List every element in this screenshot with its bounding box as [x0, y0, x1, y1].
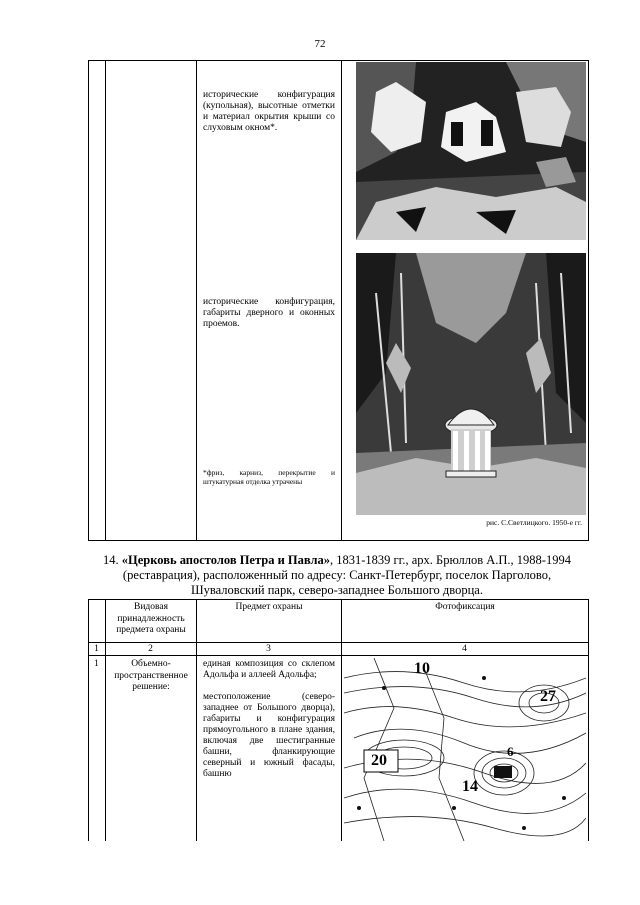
top-footnote: *фриз, карниз, перекрытие и штукатурная отделка утрачены [203, 468, 335, 486]
page-number: 72 [314, 38, 326, 50]
object-heading [96, 553, 578, 598]
row-subject-p1: единая композиция со склепом Адольфа и аллеей Адольфа; [203, 659, 335, 680]
col-number-2: 2 [148, 644, 153, 654]
map-label-20: 20 [371, 752, 387, 769]
col-number-3: 3 [266, 644, 271, 654]
object-name: «Церковь апостолов Петра и Павла» [121, 553, 330, 567]
photo-rotunda-drawing [356, 253, 586, 515]
photo-caption: рис. С.Светлицкого. 1950-е гг. [486, 518, 582, 527]
map-label-27: 27 [540, 688, 556, 705]
photo-rotunda-ruin [356, 62, 586, 240]
row-subject [203, 659, 335, 780]
map-label-14: 14 [462, 778, 478, 795]
row-subject-p2: местоположение (северо-западнее от Большого дворца), габариты и конфигурация прямоугольного в плане здания, включая две шестигранные башни, фланкирующие северный и южный фасады, башню [203, 692, 335, 779]
object-description: , 1831-1839 гг., арх. Брюллов А.П., 1988-1994 (реставрация), расположенный по адресу: Санкт-Петербург, поселок Парголово, Шуваловский парк, северо-западнее Большого дворца. [122, 553, 571, 597]
header-photo: Фотофиксация [435, 602, 495, 612]
top-cell-text-2: исторические конфигурация, габариты дверного и оконных проемов. [203, 297, 335, 329]
top-cell-text-1: исторические конфигурация (купольная), высотные отметки и материал окрытия крыши со слуховым окном*. [203, 90, 335, 133]
row-number: 1 [94, 659, 99, 669]
object-number: 14. [103, 553, 119, 567]
map-label-10: 10 [414, 660, 430, 677]
topographic-map [344, 658, 586, 841]
map-label-6: 6 [507, 744, 514, 759]
col-number-1: 1 [94, 644, 99, 654]
header-type: Видовая принадлежность предмета охраны [116, 602, 186, 635]
header-subject: Предмет охраны [235, 602, 303, 612]
col-number-4: 4 [462, 644, 467, 654]
row-type: Объемно-пространственное решение: [114, 659, 188, 692]
